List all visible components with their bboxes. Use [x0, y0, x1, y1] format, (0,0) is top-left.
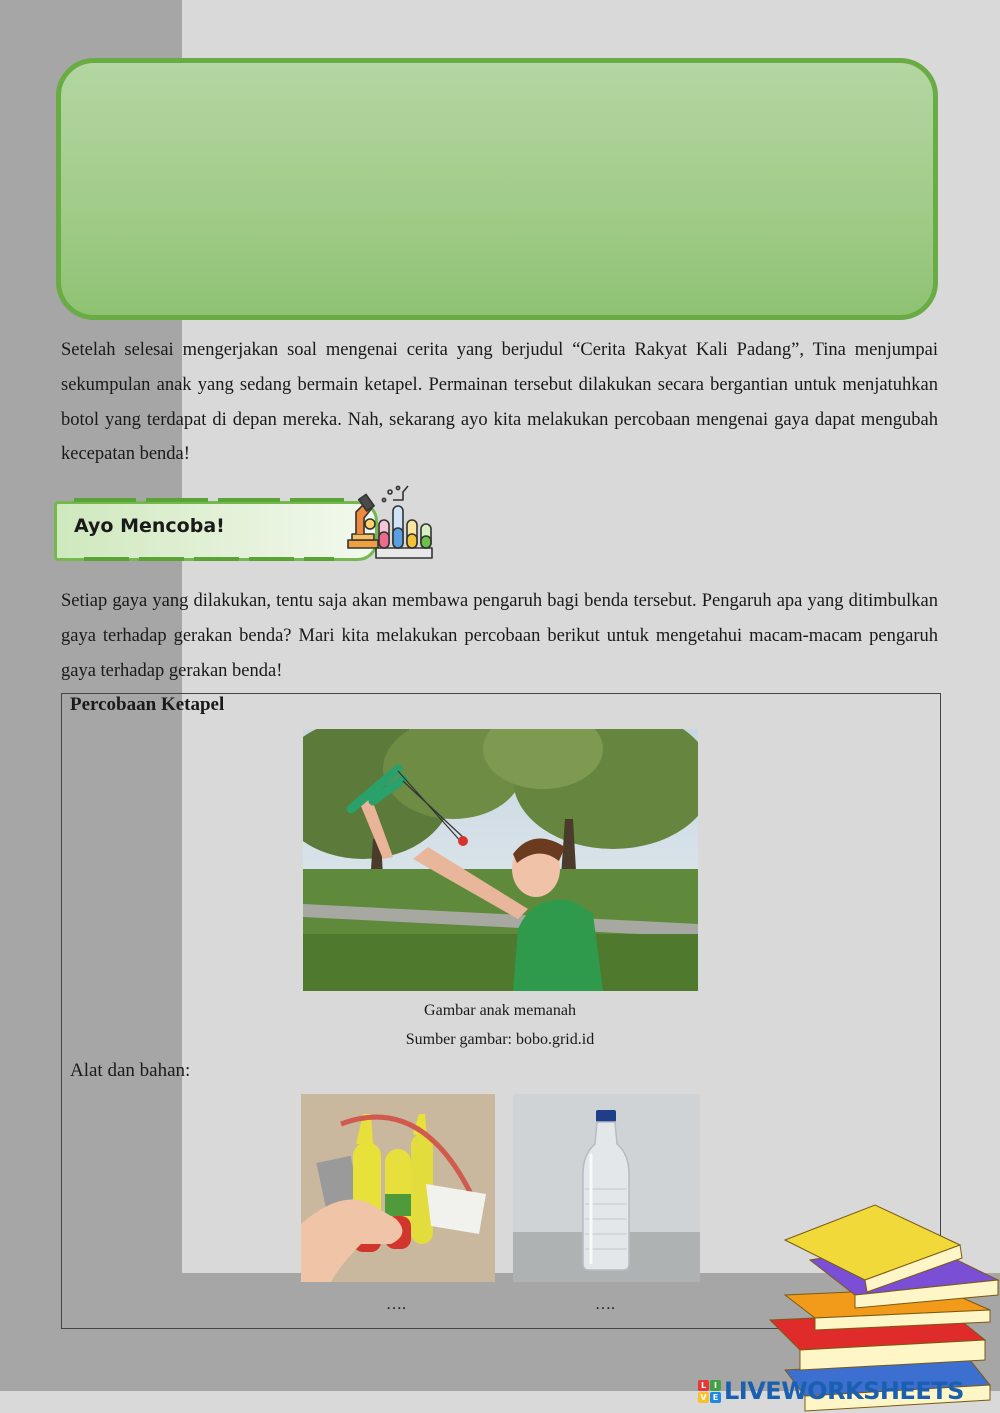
- section-paragraph: Setiap gaya yang dilakukan, tentu saja akan membawa pengaruh bagi benda tersebut. Pengaruh apa yang ditimbulkan gaya terhadap gerakan benda? Mari kita melakukan percobaan berikut untuk mengetahui macam-macam pengaruh gaya terhadap gerakan benda!: [61, 591, 938, 681]
- image-caption: Gambar anak memanah: [424, 1002, 576, 1019]
- liveworksheets-logo[interactable]: [698, 1377, 964, 1405]
- liveworksheets-logo-mark: L I V E: [698, 1380, 721, 1403]
- laboratory-icon: [346, 484, 436, 562]
- title-answer-box[interactable]: [56, 58, 938, 320]
- slingshot-tools-photo: [301, 1094, 495, 1282]
- ayo-mencoba-banner: [54, 498, 384, 562]
- bottle-photo: [513, 1094, 700, 1282]
- tools-label: Alat dan bahan:: [70, 1060, 191, 1081]
- liveworksheets-logo-text: LIVEWORKSHEETS: [724, 1377, 964, 1405]
- banner-dash-top: [74, 498, 344, 502]
- intro-paragraph: Setelah selesai mengerjakan soal mengenai cerita yang berjudul “Cerita Rakyat Kali Padang”, Tina menjumpai sekumpulan anak yang sedang bermain ketapel. Permainan tersebut dilakukan secara bergantian untuk menjatuhkan botol yang terdapat di depan mereka. Nah, sekarang ayo kita melakukan percobaan mengenai gaya dapat mengubah kecepatan benda!: [61, 340, 938, 465]
- answer-blank-2[interactable]: ….: [595, 1296, 615, 1313]
- answer-blank-1[interactable]: ….: [386, 1296, 406, 1313]
- banner-label: Ayo Mencoba!: [74, 515, 225, 537]
- image-source: Sumber gambar: bobo.grid.id: [405, 1031, 595, 1048]
- slingshot-photo: [303, 729, 698, 991]
- experiment-title: Percobaan Ketapel: [70, 694, 225, 715]
- banner-dash-bottom: [84, 557, 334, 561]
